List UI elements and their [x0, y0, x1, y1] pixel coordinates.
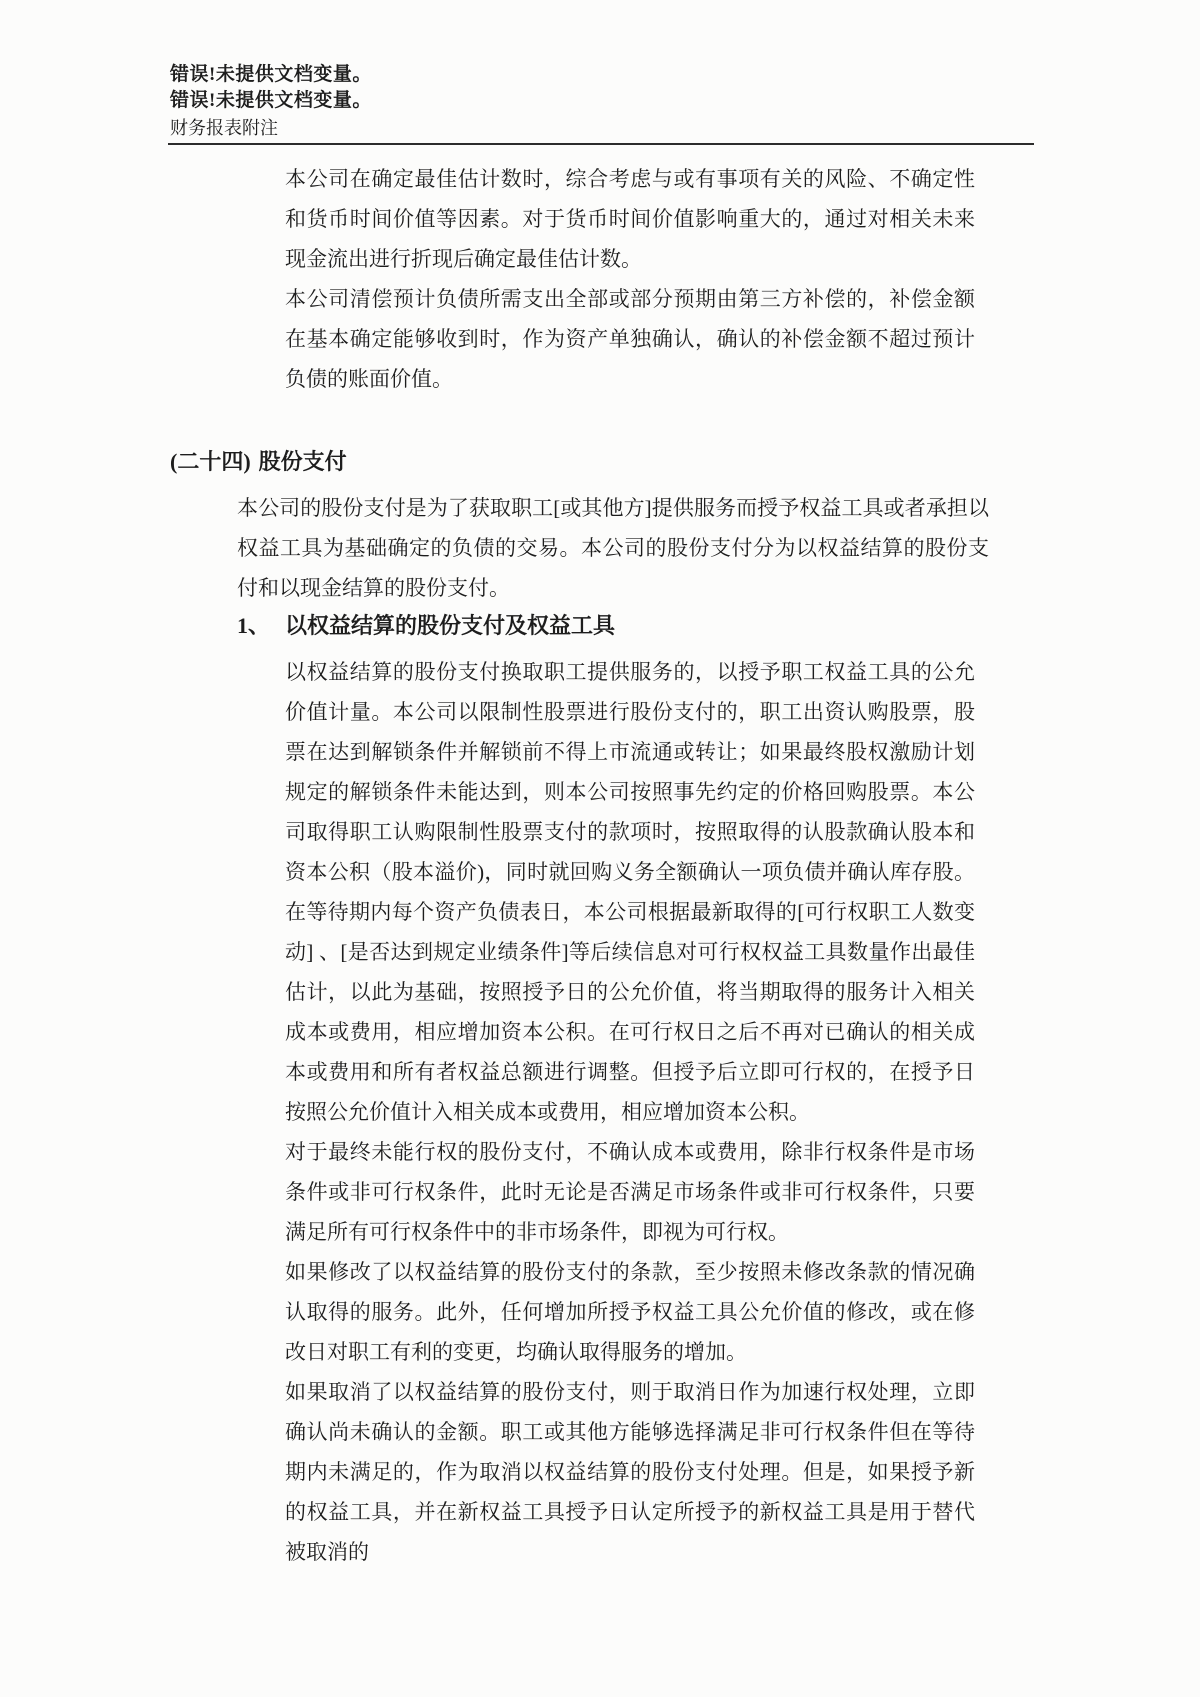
paragraph: 本公司的股份支付是为了获取职工[或其他方]提供服务而授予权益工具或者承担以权益工具为基础确定的负债的交易。本公司的股份支付分为以权益结算的股份支付和以现金结算的股份支付。	[237, 496, 989, 600]
paragraph: 对于最终未能行权的股份支付，不确认成本或费用，除非行权条件是市场条件或非可行权条件，此时无论是否满足市场条件或非可行权条件，只要满足所有可行权条件中的非市场条件，即视为可行权。	[285, 1140, 975, 1244]
paragraph: 以权益结算的股份支付换取职工提供服务的，以授予职工权益工具的公允价值计量。本公司以限制性股票进行股份支付的，职工出资认购股票，股票在达到解锁条件并解锁前不得上市流通或转让；如果最终股权激励计划规定的解锁条件未能达到，则本公司按照事先约定的价格回购股票。本公司取得职工认购限制性股票支付的款项时，按照取得的认股款确认股本和资本公积（股本溢价)，同时就回购义务全额确认一项负债并确认库存股。在等待期内每个资产负债表日，本公司根据最新取得的[可行权职工人数变动] 、[是否达到规定业绩条件]等后续信息对可行权权益工具数量作出最佳估计，以此为基础，按照授予日的公允价值，将当期取得的服务计入相关成本或费用，相应增加资本公积。在可行权日之后不再对已确认的相关成本或费用和所有者权益总额进行调整。但授予后立即可行权的，在授予日按照公允价值计入相关成本或费用，相应增加资本公积。	[285, 660, 975, 1124]
doc-variable-error-line-2: 错误!未提供文档变量。	[170, 90, 372, 111]
section-number: (二十四)	[170, 449, 251, 474]
subsection-1-paragraph-block	[285, 652, 975, 1572]
paragraph: 如果修改了以权益结算的股份支付的条款，至少按照未修改条款的情况确认取得的服务。此外，任何增加所授予权益工具公允价值的修改，或在修改日对职工有利的变更，均确认取得服务的增加。	[285, 1260, 975, 1364]
header-divider-line	[168, 143, 1034, 145]
subsection-title: 以权益结算的股份支付及权益工具	[285, 613, 616, 638]
header-subtitle: 财务报表附注	[170, 118, 278, 138]
section-24-lead-paragraph-block	[237, 488, 989, 608]
subsection-1-heading	[237, 610, 615, 642]
paragraph: 如果取消了以权益结算的股份支付，则于取消日作为加速行权处理，立即确认尚未确认的金额。职工或其他方能够选择满足非可行权条件但在等待期内未满足的，作为取消以权益结算的股份支付处理。但是，如果授予新的权益工具，并在新权益工具授予日认定所授予的新权益工具是用于替代被取消的	[285, 1380, 975, 1564]
paragraph: 本公司在确定最佳估计数时，综合考虑与或有事项有关的风险、不确定性和货币时间价值等因素。对于货币时间价值影响重大的，通过对相关未来现金流出进行折现后确定最佳估计数。	[285, 167, 975, 271]
subsection-number: 1、	[237, 613, 271, 638]
page-header	[170, 62, 372, 141]
section-title: 股份支付	[258, 449, 347, 474]
provisions-paragraph-block	[285, 159, 975, 399]
section-24-heading	[170, 446, 347, 478]
paragraph: 本公司清偿预计负债所需支出全部或部分预期由第三方补偿的，补偿金额在基本确定能够收到时，作为资产单独确认，确认的补偿金额不超过预计负债的账面价值。	[285, 287, 975, 391]
doc-variable-error-line-1: 错误!未提供文档变量。	[170, 64, 372, 85]
